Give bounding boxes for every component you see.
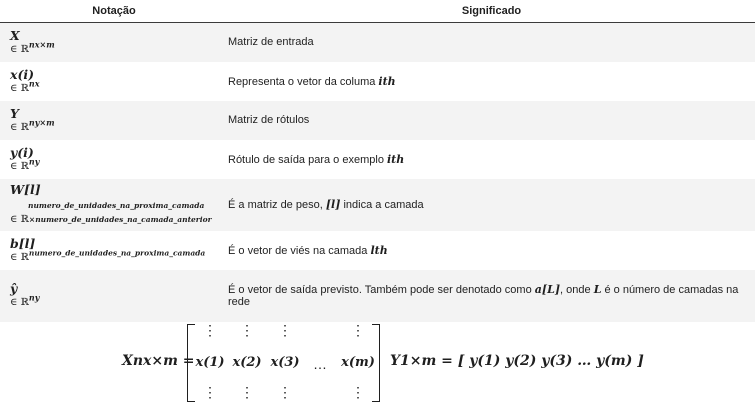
table-row — [0, 101, 755, 140]
domain: ∈ ℝ$^{numero\_de\_unidades\_na\_proxima\_camada}$ — [10, 248, 206, 263]
table-row — [0, 231, 755, 270]
symbol: ŷ — [10, 281, 18, 296]
formula-rhs: Y1×m = [ y(1) y(2) y(3) … y(m) ] — [390, 353, 644, 369]
meaning-cell: É o vetor de saída previsto. Também pode ser denotado como a[L], onde L é o número de camadas na rede — [228, 283, 739, 308]
notation-cell — [0, 231, 228, 270]
domain: ∈ ℝ×numero_de_unidades_na_camada_anterior — [10, 214, 212, 225]
domain: ∈ ℝ$^{nx}$ — [10, 78, 40, 94]
notation-cell — [0, 62, 228, 101]
right-bracket — [372, 324, 380, 402]
matrix-column: ⋮ x(1) ⋮ — [195, 323, 225, 401]
notation-cell — [0, 23, 228, 62]
formula-lhs: Xnx×m = — [122, 353, 195, 369]
meaning-cell: Representa o vetor da columa ith — [228, 74, 396, 88]
domain: ∈ ℝ$^{ny}$ — [10, 156, 40, 172]
notation-cell — [0, 270, 228, 322]
table-row — [0, 140, 755, 179]
meaning-cell: Matriz de rótulos — [228, 114, 310, 126]
symbol: Y — [10, 105, 19, 121]
notation-cell — [0, 101, 228, 140]
symbol: X — [10, 27, 20, 43]
notation-cell — [0, 179, 228, 231]
matrix-column: ⋮ x(2) ⋮ — [232, 323, 262, 401]
symbol: y(i) — [10, 144, 34, 160]
table-row — [0, 62, 755, 101]
domain: ∈ ℝ$^{ny}$ — [10, 292, 40, 308]
notation-cell — [0, 140, 228, 179]
meaning-cell: É a matriz de peso, [l] indica a camada — [228, 198, 424, 211]
table-header-row — [0, 0, 755, 23]
domain: ∈ ℝ$^{ny\times m}$ — [10, 117, 55, 133]
matrix-column: ⋮ x(3) ⋮ — [270, 323, 300, 401]
meaning-cell: Matriz de entrada — [228, 36, 314, 49]
meaning-cell: É o vetor de viés na camada lth — [228, 243, 388, 257]
left-bracket — [187, 324, 195, 402]
matrix-column: ⋮ x(m) ⋮ — [341, 323, 375, 401]
header-notation: Notação — [0, 0, 228, 23]
header-meaning: Significado — [228, 0, 755, 23]
symbol: x(i) — [10, 66, 35, 82]
domain: ∈ ℝ$^{nx\times m}$ — [10, 39, 55, 55]
table-row — [0, 270, 755, 322]
symbol: b[l] — [10, 235, 36, 251]
matrix-formula — [0, 320, 755, 406]
meaning-cell: Rótulo de saída para o exemplo ith — [228, 152, 405, 166]
table-row — [0, 179, 755, 231]
table-row — [0, 23, 755, 62]
symbol: W[l] numero_de_unidades_na_proxima_camada — [10, 182, 205, 210]
matrix-ellipsis: … — [313, 356, 327, 372]
